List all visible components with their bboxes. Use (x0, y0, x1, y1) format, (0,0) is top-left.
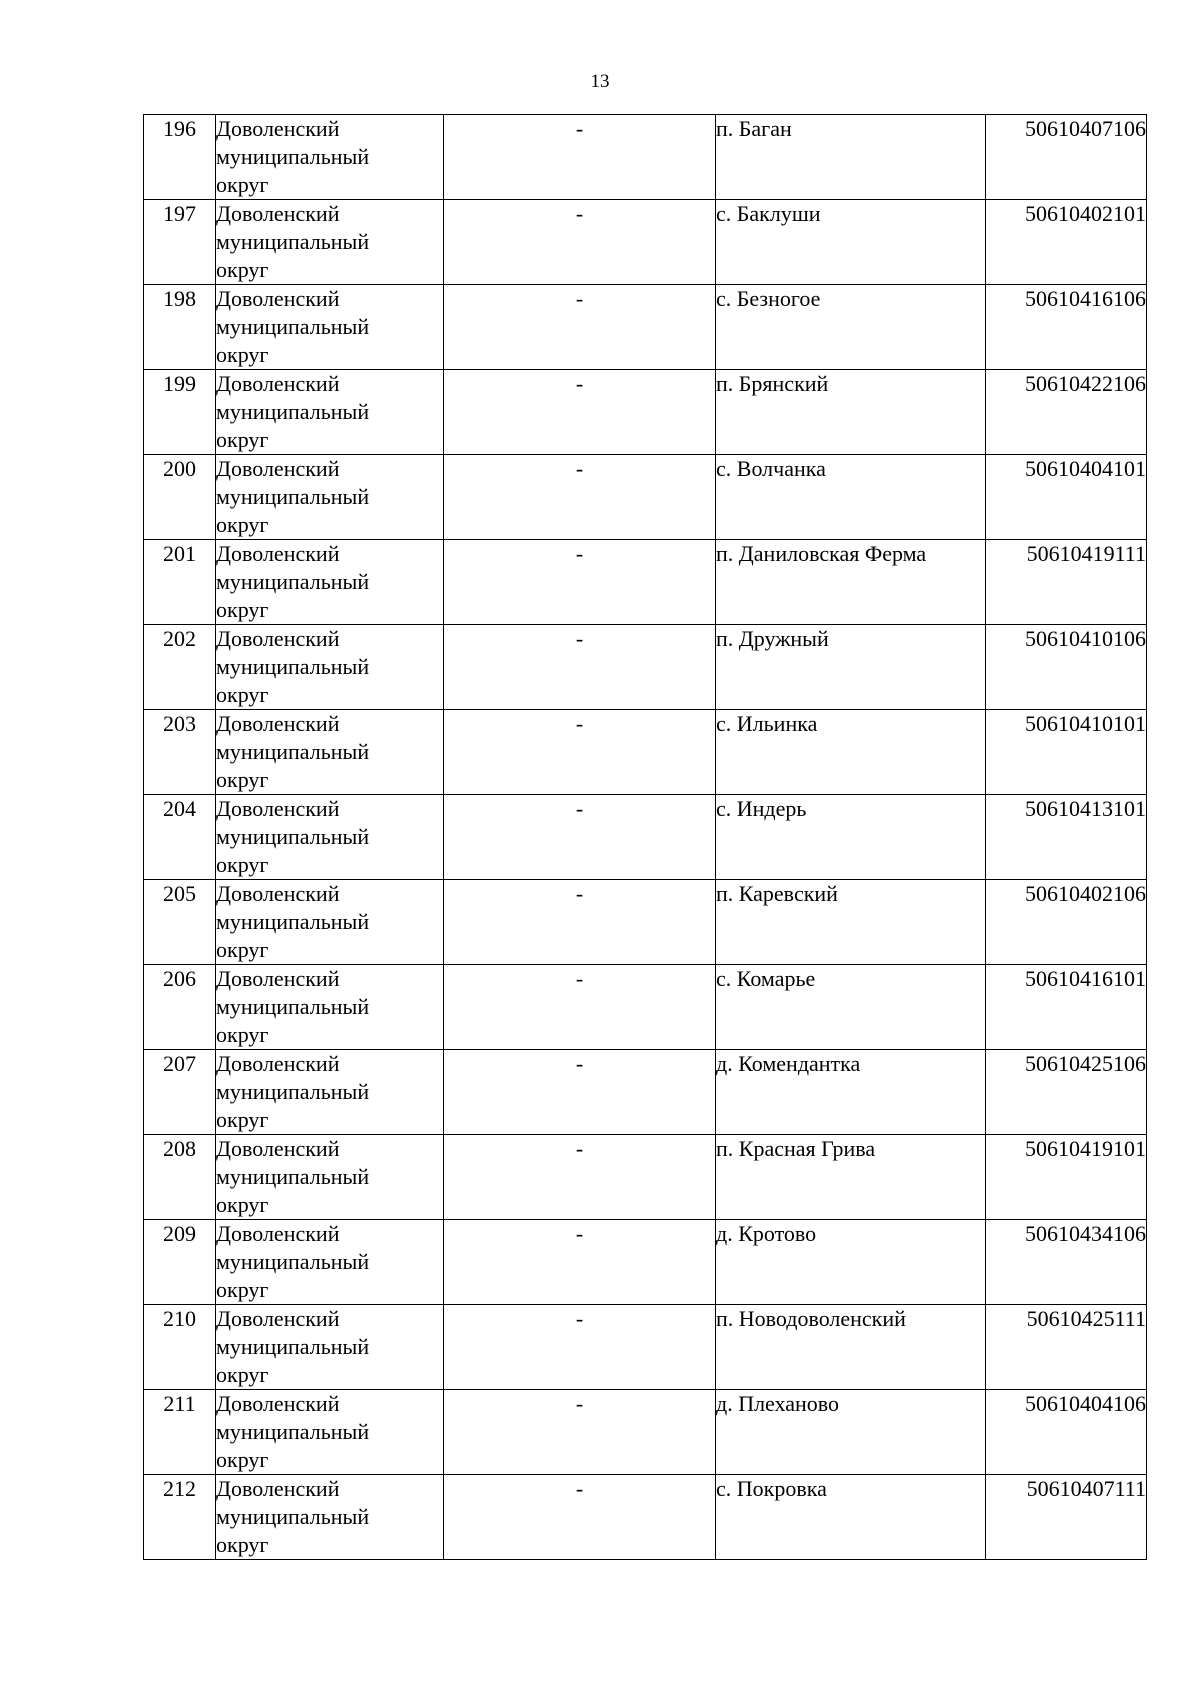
settlement-name: п. Красная Грива (716, 1135, 986, 1220)
settlement-name: с. Ильинка (716, 710, 986, 795)
municipal-district (216, 115, 444, 200)
district-line-2: муниципальный (216, 1249, 370, 1274)
oktmo-code: 50610416106 (986, 285, 1147, 370)
oktmo-code: 50610413101 (986, 795, 1147, 880)
district-line-3: округ (216, 342, 269, 367)
district-line-2: муниципальный (216, 824, 370, 849)
row-number: 197 (144, 200, 216, 285)
district-line-2: муниципальный (216, 569, 370, 594)
settlement-dash: - (444, 965, 716, 1050)
district-line-3: округ (216, 257, 269, 282)
oktmo-code: 50610407111 (986, 1475, 1147, 1560)
row-number: 201 (144, 540, 216, 625)
district-line-1: Доволенский (216, 201, 340, 226)
oktmo-code: 50610425111 (986, 1305, 1147, 1390)
settlement-name: п. Брянский (716, 370, 986, 455)
district-line-3: округ (216, 1107, 269, 1132)
oktmo-code: 50610402106 (986, 880, 1147, 965)
municipal-district (216, 795, 444, 880)
settlement-name: д. Кротово (716, 1220, 986, 1305)
municipal-district (216, 1390, 444, 1475)
district-line-2: муниципальный (216, 1334, 370, 1359)
district-line-3: округ (216, 852, 269, 877)
table-row (144, 1475, 1147, 1560)
district-line-2: муниципальный (216, 144, 370, 169)
row-number: 208 (144, 1135, 216, 1220)
district-line-2: муниципальный (216, 1504, 370, 1529)
row-number: 205 (144, 880, 216, 965)
settlement-dash: - (444, 1135, 716, 1220)
settlement-name: с. Покровка (716, 1475, 986, 1560)
oktmo-code: 50610404106 (986, 1390, 1147, 1475)
oktmo-code: 50610410106 (986, 625, 1147, 710)
settlement-name: с. Волчанка (716, 455, 986, 540)
table-row (144, 540, 1147, 625)
district-line-2: муниципальный (216, 484, 370, 509)
district-line-1: Доволенский (216, 286, 340, 311)
municipal-district (216, 1305, 444, 1390)
page-number: 13 (590, 71, 610, 92)
municipal-district (216, 1220, 444, 1305)
row-number: 200 (144, 455, 216, 540)
row-number: 203 (144, 710, 216, 795)
district-line-2: муниципальный (216, 994, 370, 1019)
district-line-2: муниципальный (216, 1164, 370, 1189)
table-row (144, 285, 1147, 370)
municipal-district (216, 370, 444, 455)
table-row (144, 880, 1147, 965)
settlement-dash: - (444, 115, 716, 200)
municipal-district (216, 285, 444, 370)
municipal-district (216, 710, 444, 795)
settlement-dash: - (444, 455, 716, 540)
table-row (144, 1050, 1147, 1135)
settlement-dash: - (444, 1220, 716, 1305)
table-row (144, 200, 1147, 285)
district-line-3: округ (216, 1362, 269, 1387)
row-number: 211 (144, 1390, 216, 1475)
municipal-district (216, 540, 444, 625)
row-number: 199 (144, 370, 216, 455)
district-line-1: Доволенский (216, 541, 340, 566)
settlement-name: с. Безногое (716, 285, 986, 370)
municipal-district (216, 1135, 444, 1220)
settlement-name: д. Комендантка (716, 1050, 986, 1135)
district-line-3: округ (216, 1277, 269, 1302)
settlement-name: с. Баклуши (716, 200, 986, 285)
district-line-1: Доволенский (216, 626, 340, 651)
settlement-name: с. Комарье (716, 965, 986, 1050)
district-line-2: муниципальный (216, 314, 370, 339)
settlement-name: с. Индерь (716, 795, 986, 880)
district-line-2: муниципальный (216, 1419, 370, 1444)
district-line-3: округ (216, 427, 269, 452)
settlement-name: п. Каревский (716, 880, 986, 965)
district-line-1: Доволенский (216, 1476, 340, 1501)
settlement-dash: - (444, 1390, 716, 1475)
table-row (144, 370, 1147, 455)
district-line-3: округ (216, 1447, 269, 1472)
district-line-3: округ (216, 937, 269, 962)
row-number: 202 (144, 625, 216, 710)
municipal-district (216, 965, 444, 1050)
table-row (144, 625, 1147, 710)
row-number: 204 (144, 795, 216, 880)
table-row (144, 1390, 1147, 1475)
settlement-dash: - (444, 795, 716, 880)
district-line-1: Доволенский (216, 1306, 340, 1331)
row-number: 207 (144, 1050, 216, 1135)
table-row (144, 115, 1147, 200)
district-line-3: округ (216, 597, 269, 622)
table-row (144, 1305, 1147, 1390)
oktmo-code: 50610404101 (986, 455, 1147, 540)
district-line-1: Доволенский (216, 1391, 340, 1416)
district-line-1: Доволенский (216, 1051, 340, 1076)
district-line-1: Доволенский (216, 116, 340, 141)
settlement-name: п. Новодоволенский (716, 1305, 986, 1390)
district-line-3: округ (216, 682, 269, 707)
district-line-1: Доволенский (216, 456, 340, 481)
settlement-dash: - (444, 200, 716, 285)
municipal-district (216, 1050, 444, 1135)
settlements-table (143, 114, 1147, 1560)
settlement-dash: - (444, 625, 716, 710)
district-line-1: Доволенский (216, 966, 340, 991)
row-number: 212 (144, 1475, 216, 1560)
district-line-2: муниципальный (216, 654, 370, 679)
row-number: 206 (144, 965, 216, 1050)
district-line-2: муниципальный (216, 739, 370, 764)
municipal-district (216, 200, 444, 285)
district-line-1: Доволенский (216, 796, 340, 821)
oktmo-code: 50610402101 (986, 200, 1147, 285)
district-line-1: Доволенский (216, 1221, 340, 1246)
settlement-name: д. Плеханово (716, 1390, 986, 1475)
district-line-3: округ (216, 1022, 269, 1047)
district-line-3: округ (216, 172, 269, 197)
settlement-dash: - (444, 285, 716, 370)
municipal-district (216, 1475, 444, 1560)
settlement-dash: - (444, 1305, 716, 1390)
table-row (144, 1135, 1147, 1220)
row-number: 196 (144, 115, 216, 200)
municipal-district (216, 625, 444, 710)
oktmo-code: 50610422106 (986, 370, 1147, 455)
settlement-dash: - (444, 880, 716, 965)
municipal-district (216, 455, 444, 540)
oktmo-code: 50610416101 (986, 965, 1147, 1050)
district-line-1: Доволенский (216, 1136, 340, 1161)
oktmo-code: 50610407106 (986, 115, 1147, 200)
district-line-1: Доволенский (216, 711, 340, 736)
oktmo-code: 50610419111 (986, 540, 1147, 625)
district-line-3: округ (216, 512, 269, 537)
row-number: 210 (144, 1305, 216, 1390)
district-line-2: муниципальный (216, 229, 370, 254)
table-row (144, 965, 1147, 1050)
settlement-name: п. Даниловская Ферма (716, 540, 986, 625)
table-row (144, 710, 1147, 795)
district-line-2: муниципальный (216, 909, 370, 934)
district-line-2: муниципальный (216, 399, 370, 424)
municipal-district (216, 880, 444, 965)
table-body (144, 115, 1147, 1560)
settlement-name: п. Баган (716, 115, 986, 200)
oktmo-code: 50610410101 (986, 710, 1147, 795)
district-line-1: Доволенский (216, 881, 340, 906)
district-line-3: округ (216, 1192, 269, 1217)
settlement-dash: - (444, 1050, 716, 1135)
settlement-dash: - (444, 1475, 716, 1560)
table-row (144, 455, 1147, 540)
oktmo-code: 50610434106 (986, 1220, 1147, 1305)
settlement-dash: - (444, 710, 716, 795)
district-line-2: муниципальный (216, 1079, 370, 1104)
table-row (144, 1220, 1147, 1305)
row-number: 209 (144, 1220, 216, 1305)
district-line-3: округ (216, 767, 269, 792)
district-line-1: Доволенский (216, 371, 340, 396)
settlement-name: п. Дружный (716, 625, 986, 710)
settlement-dash: - (444, 370, 716, 455)
oktmo-code: 50610425106 (986, 1050, 1147, 1135)
table-row (144, 795, 1147, 880)
district-line-3: округ (216, 1532, 269, 1557)
oktmo-code: 50610419101 (986, 1135, 1147, 1220)
row-number: 198 (144, 285, 216, 370)
settlement-dash: - (444, 540, 716, 625)
